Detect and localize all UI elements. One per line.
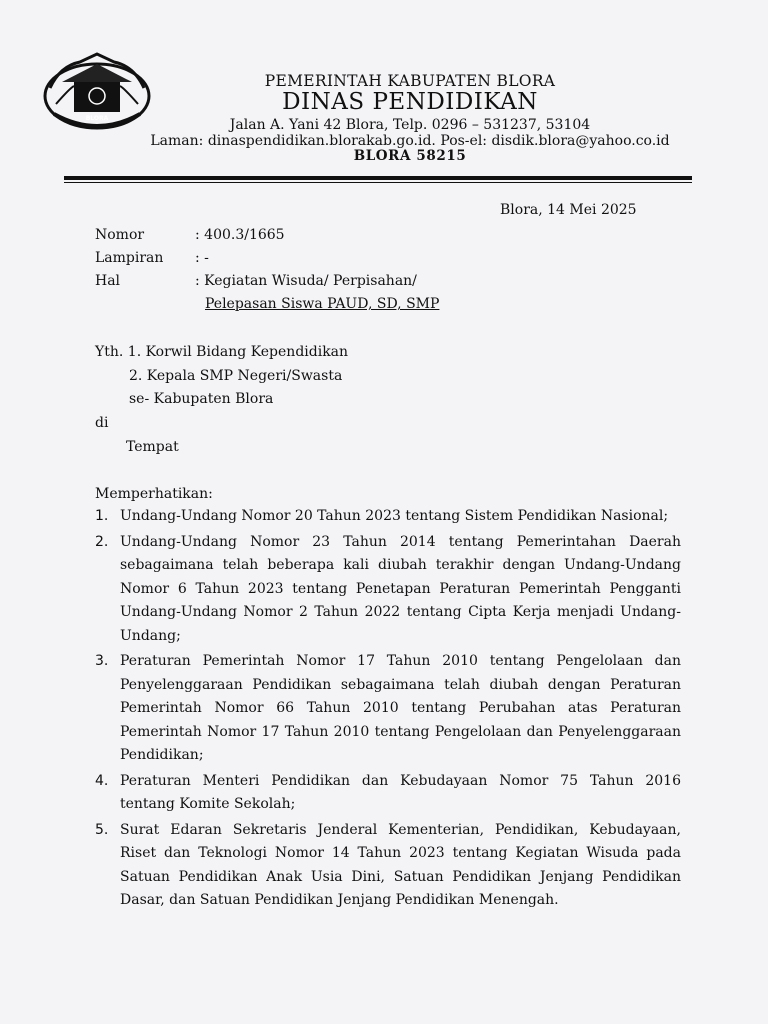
ref-nomor — [95, 227, 285, 243]
letter-date: Blora, 14 Mei 2025 — [500, 202, 637, 218]
consideration-item — [95, 505, 681, 529]
item-number: 5. — [95, 821, 109, 838]
ref-hal-value-line2: Pelepasan Siswa PAUD, SD, SMP — [205, 296, 440, 312]
item-text: Surat Edaran Sekretaris Jenderal Kementerian, Pendidikan, Kebudayaan, Riset dan Teknologi Nomor 14 Tahun 2023 tentang Kegiatan Wisuda pada Satuan Pendidikan Anak Usia Dini, Satuan Pendidikan Jenjang Pendidikan Dasar, dan Satuan Pendidikan Jenjang Pendidikan Menengah. — [120, 821, 681, 908]
department-name: DINAS PENDIDIKAN — [282, 89, 538, 115]
ref-hal — [95, 273, 417, 289]
considerations-list — [95, 505, 681, 915]
office-web-email: Laman: dinaspendidikan.blorakab.go.id. Pos-el: disdik.blora@yahoo.co.id — [150, 133, 670, 149]
office-city: BLORA 58215 — [353, 148, 467, 164]
item-number: 4. — [95, 772, 109, 789]
ref-lampiran — [95, 250, 209, 266]
addressee-di: di — [95, 415, 109, 431]
addressee-line-3: se- Kabupaten Blora — [129, 391, 274, 407]
office-address: Jalan A. Yani 42 Blora, Telp. 0296 – 531237, 53104 — [229, 117, 591, 133]
item-text: Peraturan Menteri Pendidikan dan Kebudayaan Nomor 75 Tahun 2016 tentang Komite Sekolah; — [120, 772, 681, 812]
item-text: Undang-Undang Nomor 20 Tahun 2023 tentang Sistem Pendidikan Nasional; — [120, 508, 669, 524]
addressee-tempat: Tempat — [126, 439, 179, 455]
consideration-item — [95, 650, 681, 768]
ref-hal-label: Hal — [95, 273, 121, 289]
logo-text: BLORA — [85, 115, 109, 122]
item-text: Peraturan Pemerintah Nomor 17 Tahun 2010 tentang Pengelolaan dan Penyelenggaraan Pendidikan sebagaimana telah diubah dengan Peraturan Pemerintah Nomor 66 Tahun 2010 tentang Perubahan atas Peraturan Pemerintah Nomor 17 Tahun 2010 tentang Pengelolaan dan Penyelenggaraan Pendidikan; — [120, 653, 681, 763]
consideration-item — [95, 531, 681, 649]
ref-nomor-value: : 400.3/1665 — [195, 227, 285, 243]
ref-lampiran-value: : - — [195, 250, 209, 266]
item-number: 3. — [95, 653, 109, 669]
letterhead-rule-thick — [64, 176, 692, 180]
item-number: 2. — [95, 533, 109, 550]
item-text: Undang-Undang Nomor 23 Tahun 2014 tentang Pemerintahan Daerah sebagaimana telah beberapa kali diubah terakhir dengan Undang-Undang Nomor 6 Tahun 2023 tentang Penetapan Peraturan Pemerintah Pengganti Undang-Undang Nomor 2 Tahun 2022 tentang Cipta Kerja menjadi Undang-Undang; — [120, 533, 681, 644]
government-name: PEMERINTAH KABUPATEN BLORA — [264, 72, 556, 90]
ref-nomor-label: Nomor — [95, 227, 145, 243]
addressee-line-2: 2. Kepala SMP Negeri/Swasta — [129, 368, 343, 384]
addressee-line-1: Yth. 1. Korwil Bidang Kependidikan — [95, 344, 349, 360]
letterhead-rule-thin — [64, 182, 692, 183]
item-number: 1. — [95, 508, 109, 524]
ref-lampiran-label: Lampiran — [95, 250, 164, 266]
considerations-heading: Memperhatikan: — [95, 486, 213, 502]
consideration-item — [95, 819, 681, 913]
ref-hal-value: : Kegiatan Wisuda/ Perpisahan/ — [195, 273, 417, 289]
consideration-item — [95, 770, 681, 817]
